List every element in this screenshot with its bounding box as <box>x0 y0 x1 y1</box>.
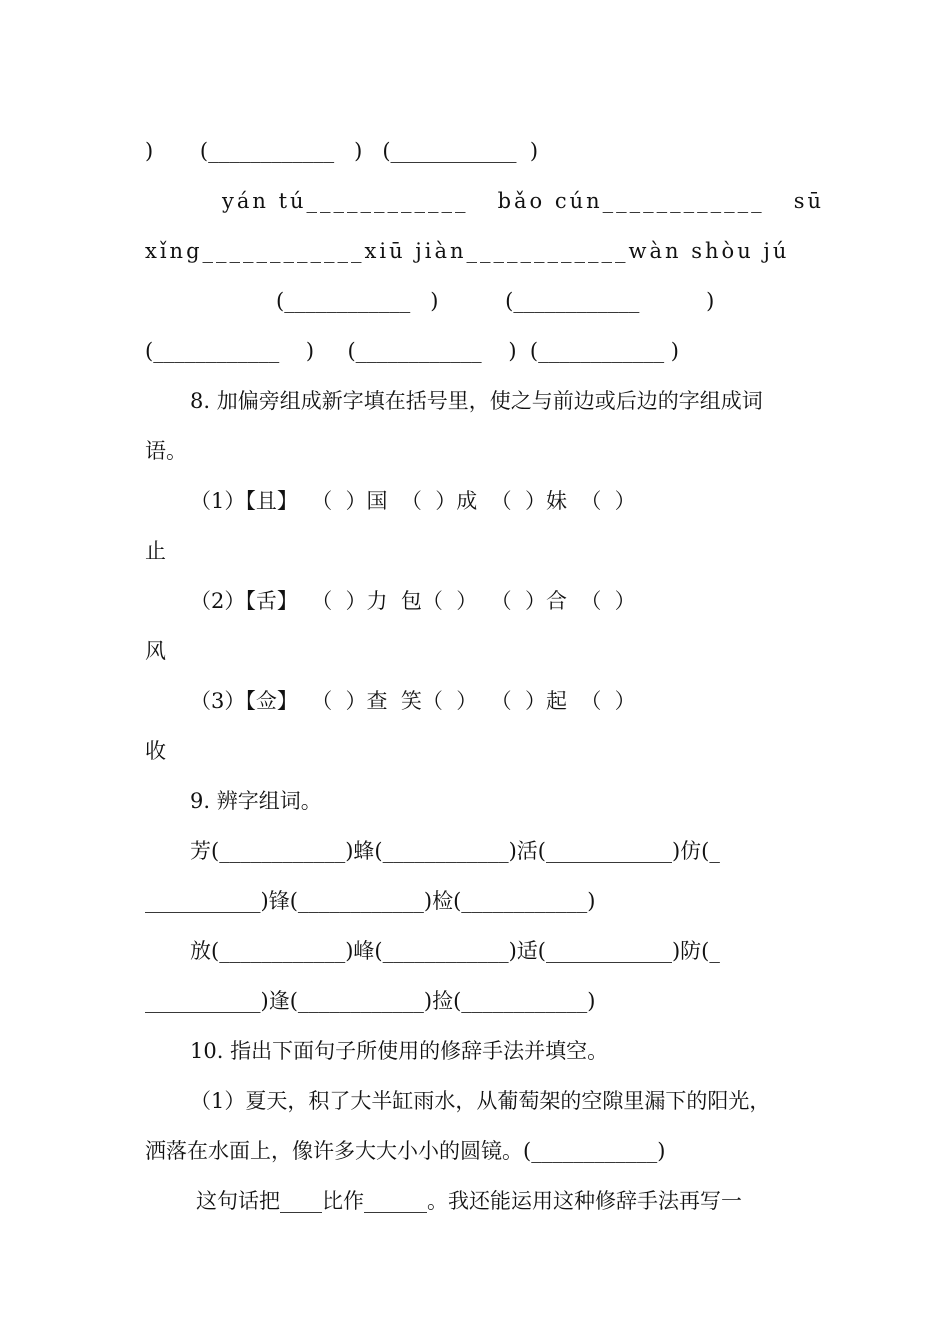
question-8-item-3-cont: 收 <box>145 739 166 763</box>
pinyin-line-1: yán tú____________ bǎo cún____________ sū <box>222 189 824 213</box>
question-8-title-cont: 语。 <box>145 439 187 463</box>
question-8-item-3: （3）【佥】 （ ）查 笑（ ） （ ）起 （ ） <box>190 689 636 713</box>
question-9-row-2: 放(____________)峰(____________)适(____________)防(_ <box>190 939 720 963</box>
question-9-row-1: 芳(____________)蜂(____________)活(____________)仿(_ <box>190 839 720 863</box>
answer-blanks-line-2: (____________ ) (____________ ) (____________ ) <box>145 339 679 363</box>
question-8-item-1-cont: 止 <box>145 539 166 563</box>
question-8-item-1: （1）【且】 （ ）国 （ ）成 （ ）妹 （ ） <box>190 489 636 513</box>
question-8-item-2-cont: 风 <box>145 639 166 663</box>
question-8-item-2: （2）【舌】 （ ）力 包（ ） （ ）合 （ ） <box>190 589 636 613</box>
question-10-sentence: （1）夏天，积了大半缸雨水，从葡萄架的空隙里漏下的阳光， <box>190 1089 771 1113</box>
question-9-row-2-cont: ___________)逢(____________)捡(____________) <box>145 989 596 1013</box>
question-9-row-1-cont: ___________)锋(____________)检(____________) <box>145 889 596 913</box>
pinyin-line-2: xǐng____________xiū jiàn____________wàn shòu jú <box>145 239 790 263</box>
question-10-title: 10. 指出下面句子所使用的修辞手法并填空。 <box>190 1039 609 1063</box>
question-10-sentence-cont: 洒落在水面上，像许多大大小小的圆镜。(____________) <box>145 1139 666 1163</box>
question-9-title: 9. 辨字组词。 <box>190 789 322 813</box>
question-10-prompt: 这句话把____比作______。我还能运用这种修辞手法再写一 <box>196 1189 742 1213</box>
blank-line-parens: ) (____________ ) (____________ ) <box>145 139 539 163</box>
question-8-title: 8. 加偏旁组成新字填在括号里，使之与前边或后边的字组成词 <box>190 389 763 413</box>
answer-blanks-line-1: (____________ ) (____________ ) <box>276 289 715 313</box>
